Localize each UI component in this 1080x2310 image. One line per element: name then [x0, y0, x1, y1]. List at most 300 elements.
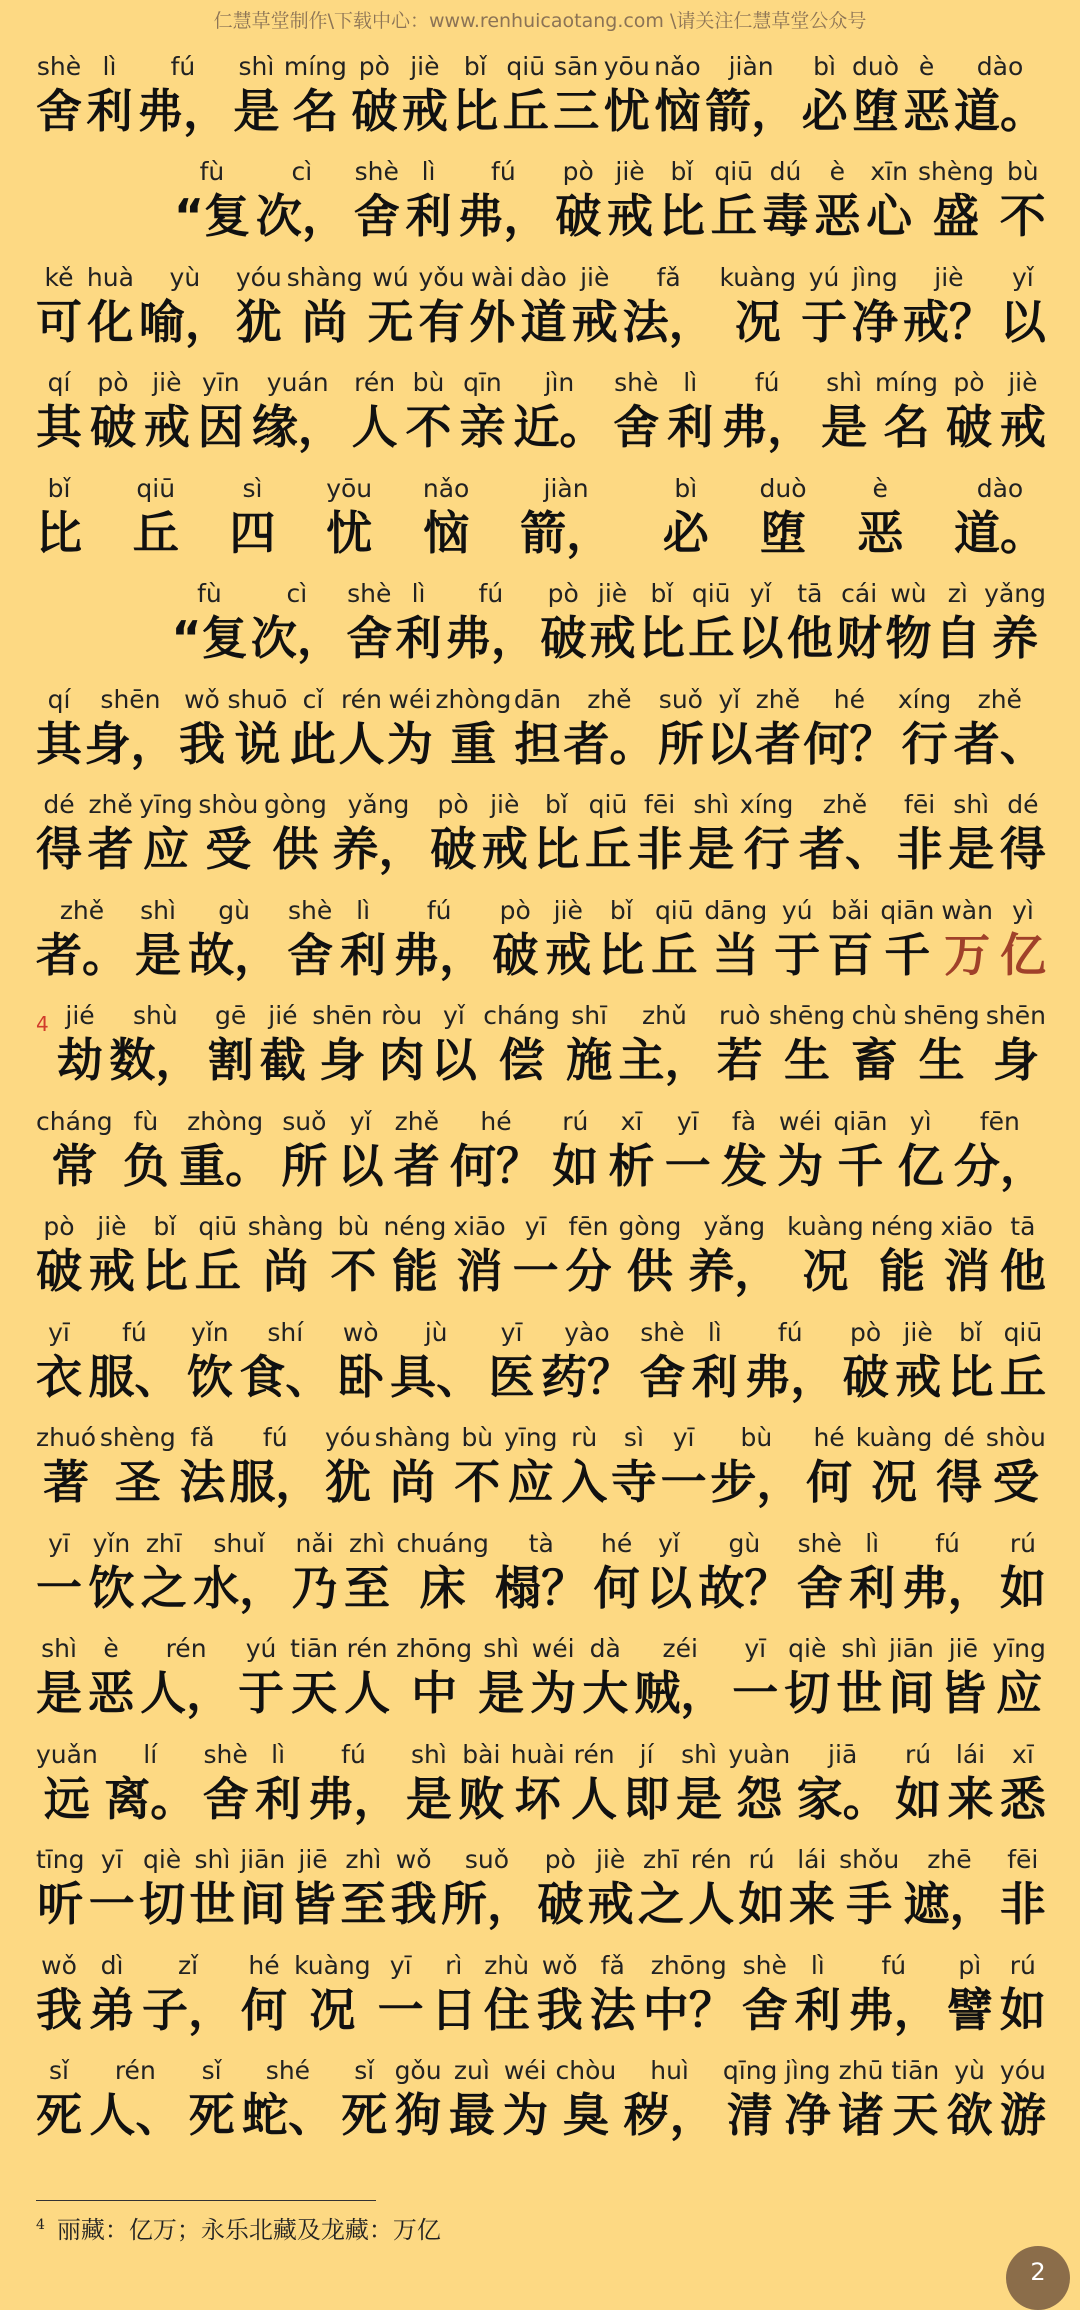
- ruby-character: [208, 1001, 254, 1089]
- ruby-character: [484, 1951, 530, 2039]
- pinyin: pò: [544, 1845, 576, 1874]
- pinyin: cháng: [36, 1106, 113, 1136]
- pinyin: è: [829, 157, 846, 186]
- hanzi: 能: [879, 1244, 926, 1298]
- hanzi: 以: [737, 611, 784, 665]
- hanzi: 其: [36, 716, 82, 771]
- ruby-character: [352, 368, 398, 456]
- pinyin: bǐ: [650, 579, 674, 608]
- pinyin: fú: [262, 1423, 288, 1452]
- hanzi: 利: [691, 1349, 738, 1404]
- ruby-character: [795, 1951, 841, 2039]
- ruby-character: [290, 1845, 336, 1933]
- hanzi: 舍: [613, 400, 660, 454]
- pinyin: fù: [199, 157, 225, 186]
- ruby-character: [233, 52, 279, 140]
- pinyin: shì: [140, 895, 176, 925]
- hanzi: 比: [638, 611, 685, 665]
- pinyin: sǐ: [354, 2056, 375, 2085]
- hanzi: 身: [319, 1033, 366, 1087]
- pinyin: bù: [461, 1423, 494, 1452]
- hanzi: 戒: [571, 294, 618, 349]
- ruby-character: [852, 263, 898, 351]
- pinyin: jiè: [580, 262, 610, 292]
- hanzi: 万: [944, 927, 991, 982]
- ruby-character: [849, 1529, 895, 1617]
- hanzi: 况: [734, 294, 781, 349]
- hanzi: 受: [205, 822, 252, 876]
- ruby-character: [637, 790, 683, 878]
- ruby-character: [351, 52, 397, 140]
- pinyin: zhòng: [187, 1106, 264, 1136]
- ruby-character: [139, 263, 231, 351]
- hanzi: 说: [234, 716, 281, 771]
- ruby-character: [710, 1423, 802, 1511]
- ruby-character: [717, 1001, 763, 1089]
- pinyin: bù: [1006, 157, 1039, 186]
- ruby-character: [187, 1318, 233, 1406]
- pinyin: qiè: [142, 1845, 182, 1874]
- ruby-character: [454, 1423, 500, 1511]
- hanzi: 以: [430, 1033, 477, 1087]
- ruby-character: [638, 1845, 684, 1933]
- hanzi: 者: [393, 1138, 440, 1193]
- pinyin: yǐ: [718, 684, 741, 714]
- pinyin: shì: [693, 790, 730, 819]
- hanzi: 况: [802, 1244, 849, 1298]
- pinyin: kuàng: [294, 1950, 371, 1980]
- pinyin: fēn: [979, 1106, 1020, 1136]
- text-line: [36, 40, 1046, 146]
- pinyin: shè: [614, 368, 659, 397]
- ruby-character: [36, 368, 82, 456]
- pinyin: yǐ: [1011, 262, 1034, 292]
- ruby-character: [338, 685, 384, 773]
- ruby-character: [590, 579, 636, 667]
- text-line: [36, 357, 1046, 463]
- pinyin: zuì: [453, 2056, 490, 2085]
- pinyin: shè: [36, 51, 82, 81]
- pinyin: zì: [947, 579, 968, 608]
- hanzi: 一: [660, 1455, 707, 1509]
- ruby-character: [406, 157, 452, 245]
- ruby-character: [566, 1001, 612, 1089]
- pinyin: fǎ: [600, 1950, 625, 1980]
- hanzi: “复: [173, 189, 251, 243]
- ruby-character: [1000, 790, 1046, 878]
- ruby-character: [739, 1845, 785, 1933]
- ruby-character: [502, 2056, 548, 2144]
- ruby-character: [836, 1634, 882, 1722]
- ruby-character: [654, 52, 700, 140]
- ruby-character: [123, 1107, 169, 1195]
- pinyin: pò: [953, 368, 985, 397]
- hanzi: 净: [851, 294, 898, 349]
- ruby-character: [36, 896, 128, 984]
- pinyin: yóu: [235, 262, 282, 292]
- ruby-character: [36, 1951, 82, 2039]
- hanzi: 怨: [736, 1771, 783, 1826]
- pinyin: lái: [955, 1739, 986, 1769]
- ruby-character: [396, 1634, 472, 1722]
- hanzi: 住: [483, 1982, 530, 2037]
- pinyin: rú: [748, 1845, 775, 1874]
- pinyin: lì: [865, 1528, 880, 1558]
- pinyin: yuǎn: [36, 1739, 98, 1769]
- pinyin: dé: [1007, 790, 1039, 819]
- ruby-character: [459, 368, 505, 456]
- ruby-character: [36, 263, 82, 351]
- hanzi: 破: [842, 1349, 889, 1404]
- ruby-character: [174, 157, 250, 245]
- ruby-character: [458, 1740, 504, 1828]
- ruby-character: [936, 1423, 982, 1511]
- ruby-character: [144, 368, 190, 456]
- hanzi: 利: [395, 611, 442, 665]
- hanzi: “复: [171, 611, 248, 665]
- ruby-character: [663, 474, 709, 562]
- pinyin: wài: [471, 262, 514, 292]
- hanzi: 因: [197, 400, 244, 454]
- ruby-character: [658, 685, 704, 773]
- hanzi: 以: [999, 294, 1046, 349]
- ruby-character: [688, 579, 734, 667]
- hanzi: 人: [571, 1771, 618, 1826]
- pinyin: hé: [833, 684, 865, 714]
- text-line: [36, 251, 1046, 357]
- ruby-character: [396, 1529, 488, 1617]
- pinyin: rù: [571, 1423, 598, 1452]
- pinyin: yào: [564, 1317, 610, 1347]
- ruby-character: [954, 1107, 1046, 1195]
- hanzi: 破: [89, 400, 136, 454]
- pinyin: yì: [1012, 895, 1034, 925]
- ruby-character: [935, 579, 981, 667]
- hanzi: 贼，: [634, 1666, 727, 1720]
- ruby-character: [688, 1845, 734, 1933]
- pinyin: fǎ: [656, 262, 681, 292]
- hanzi: 一: [732, 1666, 779, 1720]
- pinyin: lì: [810, 1950, 825, 1980]
- ruby-character: [36, 1529, 82, 1617]
- ruby-character: [1000, 896, 1046, 984]
- pinyin: shòu: [198, 790, 259, 819]
- footnote: [36, 2210, 441, 2245]
- hanzi: 悉: [999, 1771, 1046, 1826]
- pinyin: dào: [976, 473, 1024, 503]
- ruby-character: [338, 1318, 384, 1406]
- pinyin: fà: [731, 1106, 757, 1136]
- hanzi: 弗，: [307, 1771, 400, 1826]
- ruby-character: [137, 52, 229, 140]
- pinyin: jù: [424, 1317, 448, 1347]
- scripture-body: [36, 40, 1046, 2150]
- ruby-character: [851, 1001, 897, 1089]
- hanzi: 一: [36, 1560, 82, 1615]
- ruby-character: [89, 1951, 135, 2039]
- pinyin: huài: [510, 1739, 565, 1769]
- hanzi: 诸: [838, 2088, 885, 2142]
- hanzi: 弗，: [444, 611, 537, 665]
- ruby-character: [984, 579, 1046, 667]
- hanzi: 乃: [291, 1560, 338, 1615]
- ruby-character: [445, 579, 537, 667]
- hanzi: 比: [658, 189, 705, 243]
- pinyin: xíng: [897, 684, 952, 714]
- pinyin: qiū: [588, 790, 628, 819]
- pinyin: yú: [781, 895, 813, 925]
- hanzi: 箭，: [520, 505, 613, 560]
- ruby-character: [553, 52, 599, 140]
- pinyin: rú: [905, 1739, 932, 1769]
- hanzi: 亿: [897, 1138, 944, 1193]
- ruby-character: [643, 1951, 735, 2039]
- pinyin: wéi: [503, 2056, 547, 2085]
- ruby-character: [503, 52, 549, 140]
- hanzi: 尚: [262, 1244, 309, 1298]
- pinyin: shàng: [286, 262, 363, 292]
- pinyin: yǒu: [418, 262, 465, 292]
- hanzi: 消: [943, 1244, 990, 1298]
- ruby-character: [140, 1634, 232, 1722]
- pinyin: shé: [265, 2056, 311, 2085]
- pinyin: rén: [690, 1845, 732, 1874]
- pinyin: wǒ: [184, 684, 220, 714]
- pinyin: dé: [943, 1423, 975, 1452]
- hanzi: 人: [344, 1666, 391, 1720]
- ruby-character: [803, 685, 895, 773]
- ruby-character: [904, 52, 950, 140]
- hanzi: 欲: [946, 2088, 993, 2142]
- ruby-character: [87, 263, 134, 351]
- pinyin: cǐ: [302, 684, 324, 714]
- hanzi: 者: [87, 822, 134, 876]
- pinyin: lì: [102, 51, 117, 81]
- pinyin: fēi: [1007, 1845, 1039, 1874]
- ruby-character: [898, 685, 951, 773]
- ruby-character: [325, 1423, 371, 1511]
- hanzi: 必: [662, 505, 709, 560]
- ruby-character: [375, 1423, 451, 1511]
- pinyin: jí: [639, 1739, 654, 1769]
- hanzi: 割: [207, 1033, 254, 1087]
- pinyin: jiàn: [728, 51, 774, 81]
- ruby-character: [880, 896, 934, 984]
- pinyin: shè: [347, 579, 392, 608]
- hanzi: 利: [667, 400, 714, 454]
- page-header: 仁慧草堂制作\下载中心：www.renhuicaotang.com \请关注仁慧草堂公众号: [213, 10, 867, 32]
- ruby-character: [57, 1001, 103, 1089]
- hanzi: 弗，: [901, 1560, 994, 1615]
- pinyin: yǎng: [703, 1212, 766, 1241]
- ruby-character: [848, 1951, 940, 2039]
- hanzi: 比: [141, 1244, 188, 1298]
- pinyin: yīng: [504, 1423, 558, 1452]
- pinyin: fù: [133, 1106, 159, 1136]
- hanzi: 法，: [622, 294, 715, 349]
- pinyin: nǎo: [422, 473, 470, 503]
- ruby-character: [88, 1529, 134, 1617]
- hanzi: 戒？: [902, 294, 995, 349]
- hanzi: 尚: [389, 1455, 436, 1509]
- text-line: [36, 990, 1046, 1096]
- ruby-character: [744, 1318, 836, 1406]
- ruby-character: [171, 579, 247, 667]
- hanzi: 天: [291, 1666, 338, 1720]
- hanzi: 戒: [143, 400, 190, 454]
- pinyin: yīn: [201, 368, 240, 397]
- pinyin: tà: [528, 1528, 554, 1558]
- ruby-character: [36, 1423, 96, 1511]
- hanzi: 利: [794, 1982, 841, 2037]
- hanzi: 次，: [255, 189, 348, 243]
- pinyin: zhē: [927, 1845, 972, 1874]
- pinyin: rén: [165, 1634, 207, 1663]
- pinyin: shēng: [903, 1001, 980, 1030]
- pinyin: yī: [48, 1528, 70, 1558]
- pinyin: jiè: [903, 1317, 933, 1347]
- pinyin: shì: [483, 1634, 520, 1663]
- pinyin: nǎo: [654, 51, 701, 81]
- ruby-character: [326, 474, 372, 562]
- ruby-character: [449, 2056, 495, 2144]
- hanzi: 亿: [999, 927, 1046, 982]
- hanzi: 离。: [104, 1771, 197, 1826]
- pinyin: gòng: [618, 1212, 682, 1241]
- ruby-character: [418, 263, 464, 351]
- hanzi: 是: [676, 1771, 722, 1826]
- hanzi: 破: [537, 1877, 584, 1931]
- hanzi: 堕: [760, 505, 806, 560]
- ruby-character: [520, 474, 612, 562]
- hanzi: 于: [238, 1666, 285, 1720]
- pinyin: kuàng: [719, 262, 797, 292]
- ruby-character: [618, 1212, 681, 1300]
- hanzi: 常: [51, 1138, 98, 1193]
- hanzi: 丘: [502, 83, 549, 138]
- pinyin: suǒ: [464, 1845, 510, 1874]
- ruby-character: [1000, 2056, 1046, 2144]
- pinyin: shàng: [247, 1212, 324, 1241]
- pinyin: chù: [851, 1001, 898, 1030]
- hanzi: 受: [992, 1455, 1039, 1509]
- hanzi: 肉: [378, 1033, 425, 1087]
- ruby-character: [561, 1423, 607, 1511]
- ruby-character: [344, 1529, 390, 1617]
- pinyin: fú: [935, 1528, 960, 1558]
- ruby-character: [742, 1951, 788, 2039]
- ruby-character: [193, 1529, 285, 1617]
- pinyin: yī: [744, 1634, 767, 1663]
- pinyin: bǐ: [959, 1317, 982, 1347]
- hanzi: 食、: [239, 1349, 332, 1404]
- pinyin: dé: [43, 790, 75, 819]
- hanzi: 得: [936, 1455, 983, 1509]
- pinyin: hé: [480, 1106, 512, 1136]
- pinyin: tā: [1010, 1212, 1036, 1241]
- hanzi: 者。: [563, 716, 656, 771]
- hanzi: 可: [36, 294, 82, 349]
- hanzi: 四: [229, 505, 276, 560]
- ruby-character: [902, 1529, 994, 1617]
- hanzi: 步，: [710, 1455, 803, 1509]
- pinyin: zhī: [642, 1845, 679, 1874]
- hanzi: 圣: [114, 1455, 161, 1509]
- hanzi: 生: [784, 1033, 831, 1087]
- pinyin: è: [103, 1634, 119, 1663]
- pinyin: fǎ: [190, 1423, 215, 1452]
- pinyin: qiū: [691, 579, 731, 608]
- ruby-character: [721, 368, 813, 456]
- pinyin: dú: [769, 157, 802, 186]
- ruby-character: [711, 157, 757, 245]
- pinyin: qiān: [880, 895, 935, 925]
- hanzi: 舍: [639, 1349, 686, 1404]
- pinyin: shè: [797, 1528, 842, 1558]
- ruby-character: [287, 896, 333, 984]
- pinyin: shuǐ: [213, 1528, 265, 1558]
- hanzi: 弗，: [457, 189, 550, 243]
- ruby-character: [36, 1845, 84, 1933]
- hanzi: 恶: [903, 83, 950, 138]
- pinyin: xiāo: [453, 1212, 506, 1241]
- pinyin: xī: [1012, 1739, 1034, 1769]
- hanzi: 水，: [193, 1560, 286, 1615]
- ruby-character: [406, 1740, 452, 1828]
- ruby-character: [723, 2056, 778, 2144]
- hanzi: 弟: [89, 1982, 136, 2037]
- ruby-character: [833, 1107, 887, 1195]
- pinyin: shàng: [374, 1423, 451, 1452]
- hanzi: 以: [337, 1138, 384, 1193]
- pinyin: cháng: [483, 1001, 560, 1030]
- hanzi: 所: [281, 1138, 328, 1193]
- hanzi: 一: [512, 1244, 559, 1298]
- pinyin: cì: [286, 579, 308, 608]
- hanzi: 养，: [688, 1244, 781, 1298]
- ruby-character: [478, 1634, 524, 1722]
- ruby-character: [100, 1423, 176, 1511]
- pinyin: zhě: [59, 895, 105, 925]
- ruby-character: [607, 157, 653, 245]
- hanzi: 来: [788, 1877, 835, 1931]
- pinyin: qiū: [654, 895, 694, 925]
- pinyin: jiè: [615, 157, 645, 186]
- pinyin: è: [918, 51, 935, 81]
- pinyin: shì: [194, 1845, 231, 1874]
- pinyin: rén: [573, 1739, 615, 1769]
- pinyin: fēi: [644, 790, 676, 819]
- pinyin: jiè: [934, 262, 964, 292]
- pinyin: qiū: [136, 473, 176, 503]
- hanzi: 以: [706, 716, 753, 771]
- pinyin: pò: [43, 1212, 75, 1241]
- hanzi: 盛: [932, 189, 979, 243]
- hanzi: 供: [272, 822, 319, 876]
- footnote-reference: 4: [36, 1011, 49, 1036]
- ruby-character: [495, 1529, 587, 1617]
- pinyin: yī: [48, 1317, 70, 1347]
- ruby-character: [1000, 1212, 1046, 1300]
- pinyin: shè: [203, 1739, 248, 1769]
- pinyin: xíng: [739, 790, 794, 819]
- pinyin: jiē: [948, 1634, 979, 1663]
- ruby-character: [555, 157, 601, 245]
- hanzi: 尚: [301, 294, 348, 349]
- pinyin: shè: [640, 1317, 685, 1347]
- ruby-character: [720, 263, 797, 351]
- ruby-character: [489, 1318, 535, 1406]
